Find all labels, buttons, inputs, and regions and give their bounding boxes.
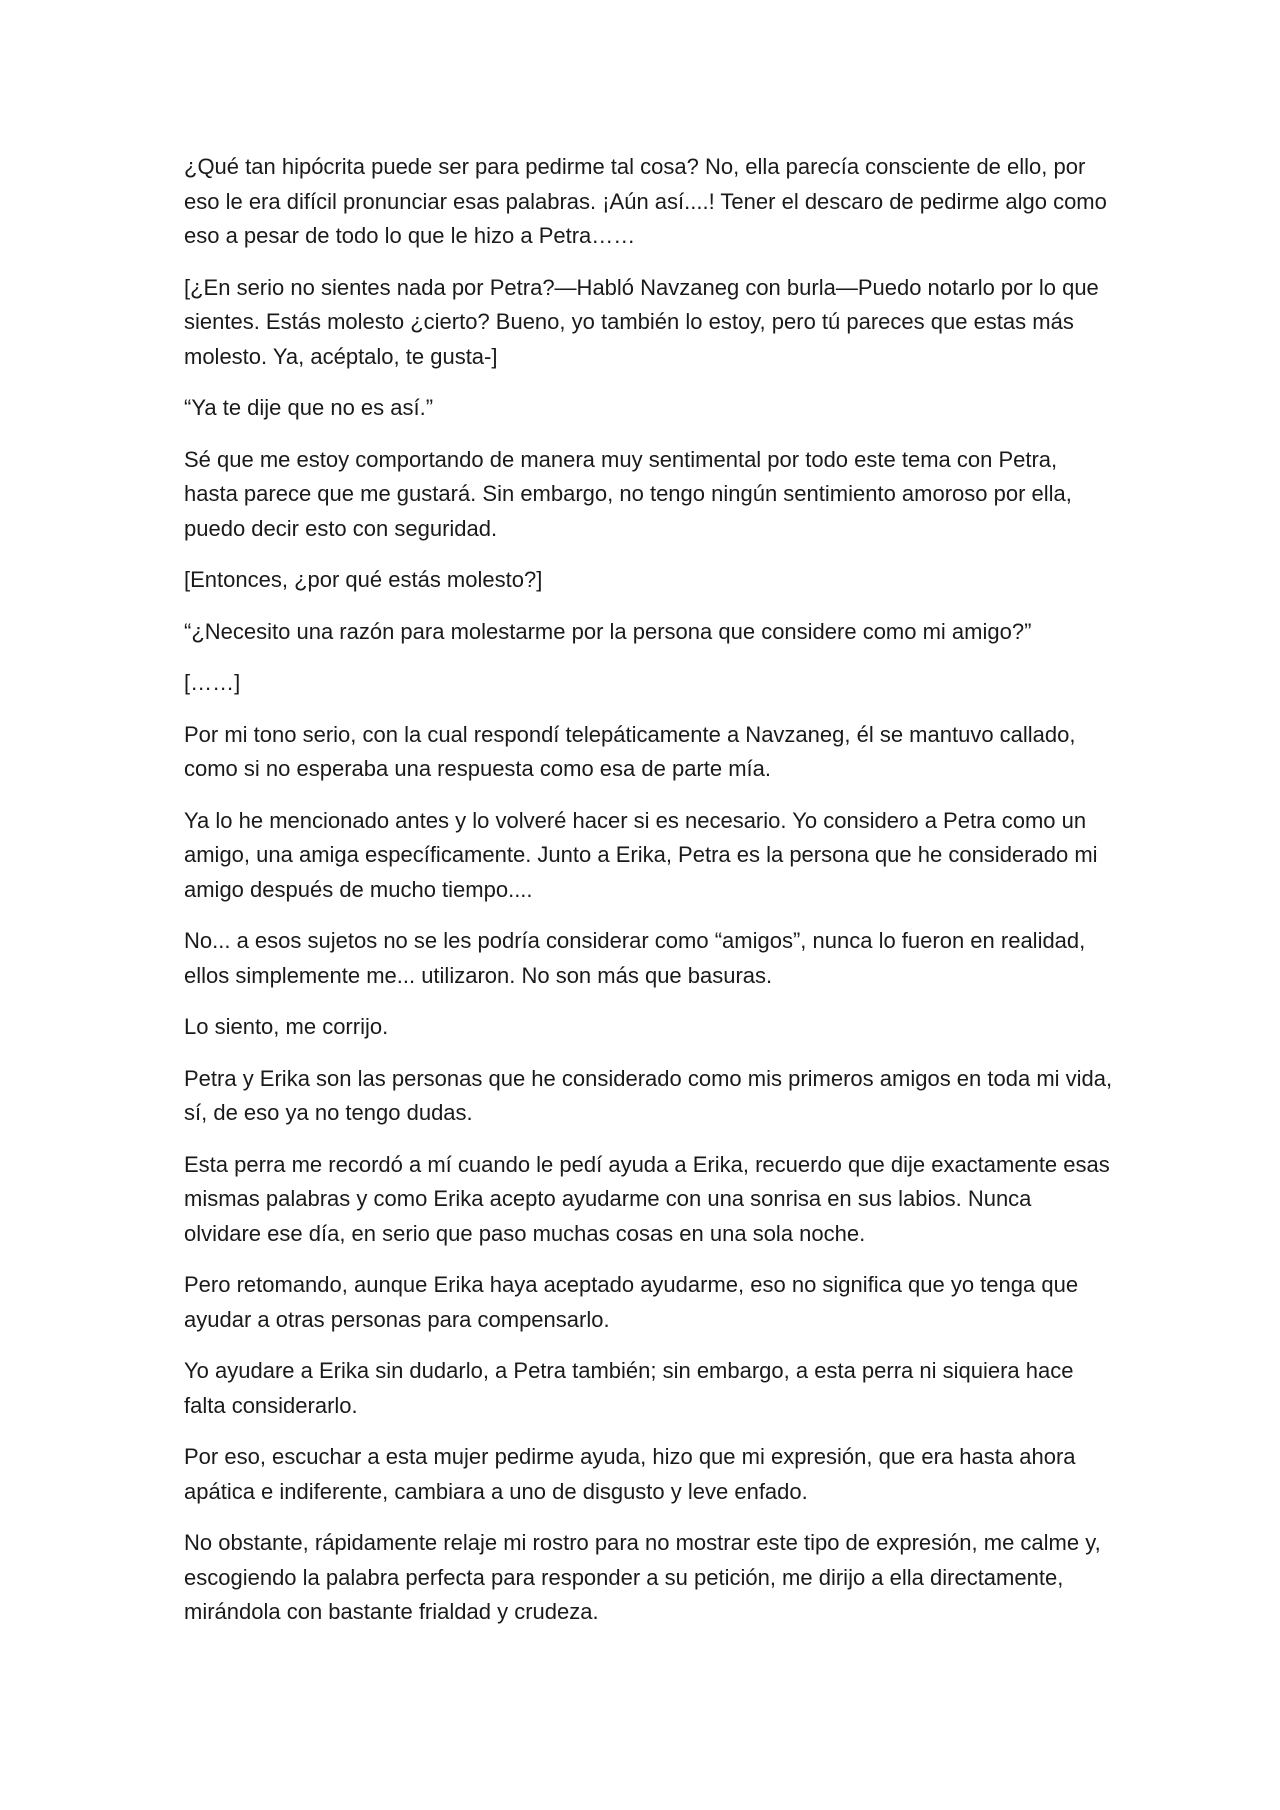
paragraph-9: Ya lo he mencionado antes y lo volveré hacer si es necesario. Yo considero a Petra como un amigo, una amiga específicamente. Junto a Erika, Petra es la persona que he considerado mi amigo después de mucho tiempo.... <box>184 807 1098 902</box>
paragraph-3: “Ya te dije que no es así.” <box>184 395 434 420</box>
paragraph-14: Pero retomando, aunque Erika haya aceptado ayudarme, eso no significa que yo tenga que ayudar a otras personas para compensarlo. <box>184 1272 1079 1332</box>
paragraph-6: “¿Necesito una razón para molestarme por la persona que considere como mi amigo?” <box>184 618 1032 644</box>
paragraph-12: Petra y Erika son las personas que he considerado como mis primeros amigos en toda mi vida, sí, de eso ya no tengo dudas. <box>184 1065 1113 1125</box>
paragraph-8: Por mi tono serio, con la cual respondí telepáticamente a Navzaneg, él se mantuvo callado, como si no esperaba una respuesta como esa de parte mía. <box>184 721 1076 781</box>
paragraph-16: Por eso, escuchar a esta mujer pedirme ayuda, hizo que mi expresión, que era hasta ahora apática e indiferente, cambiara a uno de disgusto y leve enfado. <box>184 1444 1076 1504</box>
paragraph-13: Esta perra me recordó a mí cuando le pedí ayuda a Erika, recuerdo que dije exactamente esas mismas palabras y como Erika acepto ayudarme con una sonrisa en sus labios. Nunca olvidare ese día, en serio que paso muchas cosas en una sola noche. <box>184 1151 1110 1246</box>
paragraph-15: Yo ayudare a Erika sin dudarlo, a Petra también; sin embargo, a esta perra ni siquiera hace falta considerarlo. <box>184 1358 1074 1418</box>
paragraph-4: Sé que me estoy comportando de manera muy sentimental por todo este tema con Petra, hasta parece que me gustará. Sin embargo, no tengo ningún sentimiento amoroso por ella, puedo decir esto con seguridad. <box>184 446 1072 541</box>
paragraph-7: [……] <box>184 670 241 695</box>
paragraph-17: No obstante, rápidamente relaje mi rostro para no mostrar este tipo de expresión, me calme y, escogiendo la palabra perfecta para responder a su petición, me dirijo a ella directamente, mirándola con bastante frialdad y crudeza. <box>184 1530 1101 1624</box>
paragraph-2: [¿En serio no sientes nada por Petra?—Habló Navzaneg con burla—Puedo notarlo por lo que sientes. Estás molesto ¿cierto? Bueno, yo también lo estoy, pero tú pareces que estas más molesto. Ya, acéptalo, te gusta-] <box>184 274 1099 369</box>
paragraph-1: ¿Qué tan hipócrita puede ser para pedirme tal cosa? No, ella parecía consciente de ello, por eso le era difícil pronunciar esas palabras. ¡Aún así....! Tener el descaro de pedirme algo como eso a pesar de todo lo que le hizo a Petra…… <box>184 154 1107 248</box>
paragraph-10: No... a esos sujetos no se les podría considerar como “amigos”, nunca lo fueron en realidad, ellos simplemente me... utilizaron. No son más que basuras. <box>184 928 1086 988</box>
paragraph-5: [Entonces, ¿por qué estás molesto?] <box>184 567 543 592</box>
document-body <box>184 150 1114 1647</box>
paragraph-11: Lo siento, me corrijo. <box>184 1014 389 1039</box>
